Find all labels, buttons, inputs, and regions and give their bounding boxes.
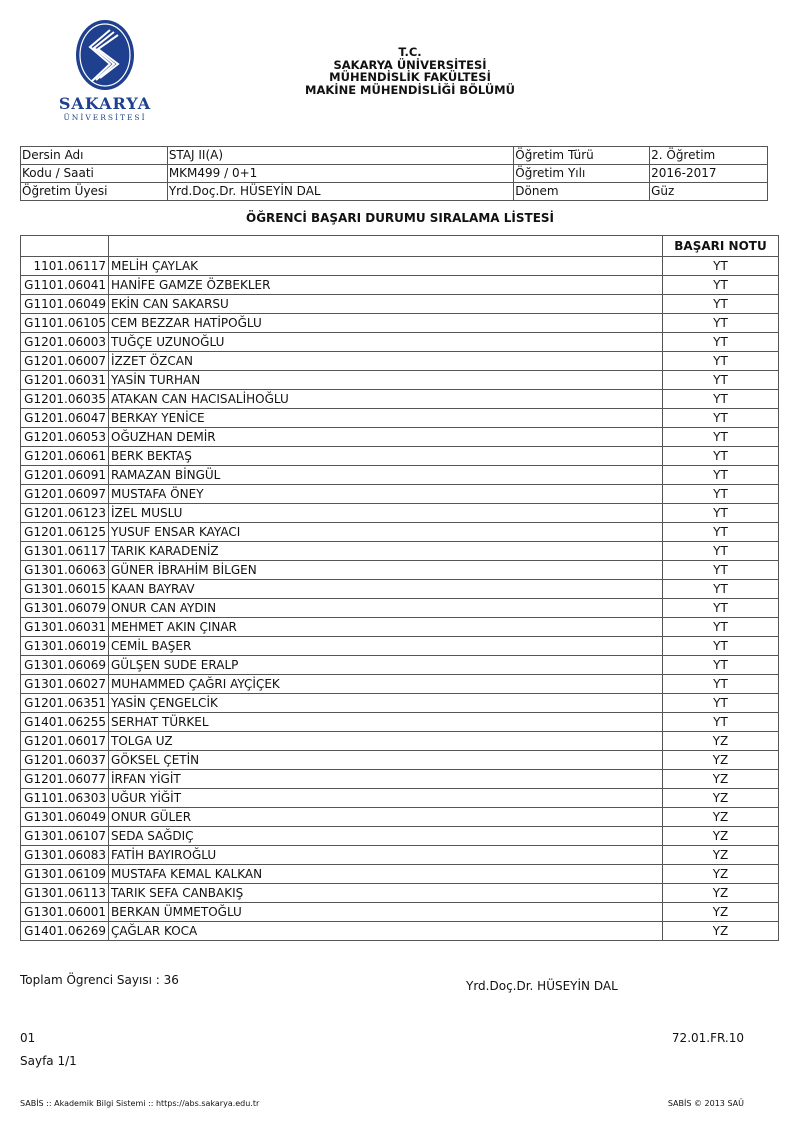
student-name: FATİH BAYIROĞLU [109,846,663,865]
info-label: Öğretim Yılı [514,165,650,183]
student-id: G1101.06041 [21,276,109,295]
table-row [21,523,779,542]
student-id: G1201.06053 [21,428,109,447]
table-row [21,694,779,713]
table-row [21,276,779,295]
student-id: G1201.06047 [21,409,109,428]
info-row [21,183,768,201]
total-students: Toplam Ögrenci Sayısı : 36 [20,973,179,987]
student-id: G1301.06069 [21,656,109,675]
header-line: T.C. [398,45,422,59]
student-id: G1301.06079 [21,599,109,618]
student-name: KAAN BAYRAV [109,580,663,599]
course-info-table [20,146,768,201]
table-row [21,827,779,846]
student-grade: YT [663,409,779,428]
student-grade: YZ [663,789,779,808]
column-header-grade: BAŞARI NOTU [663,236,779,257]
column-header-id [21,236,109,257]
student-name: İRFAN YİGİT [109,770,663,789]
student-grade: YT [663,637,779,656]
student-name: TUĞÇE UZUNOĞLU [109,333,663,352]
table-row [21,295,779,314]
header-line: SAKARYA ÜNİVERSİTESİ [333,57,487,72]
student-id: G1201.06035 [21,390,109,409]
student-grade: YT [663,466,779,485]
table-row [21,257,779,276]
table-row [21,713,779,732]
logo-brand: SAKARYA [58,94,152,113]
student-id: G1201.06017 [21,732,109,751]
student-id: G1401.06255 [21,713,109,732]
info-value: 2016-2017 [650,165,768,183]
student-id: G1201.06097 [21,485,109,504]
student-grade: YT [663,257,779,276]
student-grade: YZ [663,922,779,941]
student-grade: YZ [663,884,779,903]
student-id: G1201.06031 [21,371,109,390]
student-name: GÜLŞEN SUDE ERALP [109,656,663,675]
student-grade: YT [663,561,779,580]
student-name: ONUR GÜLER [109,808,663,827]
student-id: G1201.06123 [21,504,109,523]
student-grade: YZ [663,770,779,789]
student-id: G1201.06061 [21,447,109,466]
student-name: EKİN CAN SAKARSU [109,295,663,314]
student-id: G1201.06037 [21,751,109,770]
list-title: ÖĞRENCİ BAŞARI DURUMU SIRALAMA LİSTESİ [246,211,554,225]
student-grade: YZ [663,865,779,884]
info-value: MKM499 / 0+1 [167,165,513,183]
student-name: İZZET ÖZCAN [109,352,663,371]
student-grade: YT [663,333,779,352]
header-line: MAKİNE MÜHENDİSLİĞİ BÖLÜMÜ [305,82,515,97]
student-name: SEDA SAĞDIÇ [109,827,663,846]
student-grade: YT [663,371,779,390]
student-grade: YT [663,675,779,694]
table-row [21,580,779,599]
info-label: Dersin Adı [21,147,168,165]
student-id: G1301.06063 [21,561,109,580]
table-header-row [21,236,779,257]
copyright-footer: SABİS © 2013 SAÜ [667,1099,744,1108]
info-value: STAJ II(A) [167,147,513,165]
student-grade: YZ [663,732,779,751]
student-id: G1201.06003 [21,333,109,352]
student-grade: YT [663,713,779,732]
student-grade: YT [663,314,779,333]
student-grade: YT [663,295,779,314]
student-name: TARIK KARADENİZ [109,542,663,561]
table-row [21,675,779,694]
student-id: G1301.06107 [21,827,109,846]
student-id: G1301.06019 [21,637,109,656]
table-row [21,390,779,409]
table-row [21,466,779,485]
system-footer: SABİS :: Akademik Bilgi Sistemi :: https://abs.sakarya.edu.tr [20,1099,260,1108]
table-row [21,751,779,770]
student-grade: YT [663,618,779,637]
student-grade: YT [663,580,779,599]
student-grade: YT [663,523,779,542]
student-id: 1101.06117 [21,257,109,276]
info-value: Güz [650,183,768,201]
table-row [21,789,779,808]
student-id: G1201.06007 [21,352,109,371]
student-grade: YT [663,542,779,561]
student-grade: YZ [663,827,779,846]
student-name: MUHAMMED ÇAĞRI AYÇİÇEK [109,675,663,694]
student-id: G1301.06031 [21,618,109,637]
university-logo [55,18,155,122]
student-name: YUSUF ENSAR KAYACI [109,523,663,542]
info-label: Öğretim Türü [514,147,650,165]
student-id: G1101.06303 [21,789,109,808]
student-list-table [20,235,779,941]
student-grade: YZ [663,846,779,865]
student-id: G1301.06015 [21,580,109,599]
student-name: TOLGA UZ [109,732,663,751]
student-grade: YT [663,656,779,675]
table-row [21,884,779,903]
student-id: G1201.06351 [21,694,109,713]
student-id: G1201.06125 [21,523,109,542]
info-row [21,147,768,165]
student-grade: YT [663,504,779,523]
student-name: ONUR CAN AYDIN [109,599,663,618]
student-grade: YT [663,599,779,618]
table-row [21,846,779,865]
student-grade: YT [663,694,779,713]
form-code-left: 01 [20,1031,36,1045]
table-row [21,409,779,428]
table-row [21,599,779,618]
table-row [21,561,779,580]
header-line: MÜHENDİSLİK FAKÜLTESİ [329,70,491,84]
student-name: MEHMET AKIN ÇINAR [109,618,663,637]
student-name: ATAKAN CAN HACISALİHOĞLU [109,390,663,409]
student-grade: YT [663,485,779,504]
student-id: G1401.06269 [21,922,109,941]
student-name: BERKAN ÜMMETOĞLU [109,903,663,922]
student-name: OĞUZHAN DEMİR [109,428,663,447]
student-name: YASİN TURHAN [109,371,663,390]
logo-subtitle: ÜNİVERSİTESİ [63,113,147,122]
page-number: Sayfa 1/1 [20,1054,77,1068]
table-row [21,447,779,466]
table-row [21,504,779,523]
table-row [21,314,779,333]
student-id: G1301.06027 [21,675,109,694]
student-name: TARIK SEFA CANBAKIŞ [109,884,663,903]
student-name: HANİFE GAMZE ÖZBEKLER [109,276,663,295]
student-name: YASİN ÇENGELCİK [109,694,663,713]
student-id: G1301.06109 [21,865,109,884]
table-row [21,637,779,656]
info-value: 2. Öğretim [650,147,768,165]
info-row [21,165,768,183]
student-id: G1301.06001 [21,903,109,922]
student-id: G1101.06049 [21,295,109,314]
student-grade: YT [663,352,779,371]
student-grade: YZ [663,903,779,922]
table-row [21,542,779,561]
student-grade: YZ [663,751,779,770]
sakarya-emblem-icon [74,18,136,92]
table-row [21,485,779,504]
student-grade: YT [663,428,779,447]
table-row [21,770,779,789]
student-name: UĞUR YİĞİT [109,789,663,808]
form-code-right: 72.01.FR.10 [671,1031,744,1045]
student-name: CEMİL BAŞER [109,637,663,656]
student-id: G1201.06077 [21,770,109,789]
table-row [21,808,779,827]
table-row [21,865,779,884]
student-grade: YT [663,447,779,466]
table-row [21,371,779,390]
student-grade: YT [663,390,779,409]
student-name: RAMAZAN BİNGÜL [109,466,663,485]
info-label: Kodu / Saati [21,165,168,183]
table-row [21,333,779,352]
table-row [21,903,779,922]
info-label: Öğretim Üyesi [21,183,168,201]
student-grade: YZ [663,808,779,827]
info-value: Yrd.Doç.Dr. HÜSEYİN DAL [167,183,513,201]
student-id: G1201.06091 [21,466,109,485]
student-name: ÇAĞLAR KOCA [109,922,663,941]
student-name: BERK BEKTAŞ [109,447,663,466]
table-row [21,428,779,447]
signature-name: Yrd.Doç.Dr. HÜSEYİN DAL [466,979,618,993]
table-row [21,656,779,675]
student-id: G1101.06105 [21,314,109,333]
student-id: G1301.06113 [21,884,109,903]
student-name: GÖKSEL ÇETİN [109,751,663,770]
student-id: G1301.06083 [21,846,109,865]
student-name: İZEL MUSLU [109,504,663,523]
table-row [21,922,779,941]
student-name: SERHAT TÜRKEL [109,713,663,732]
table-row [21,352,779,371]
student-id: G1301.06049 [21,808,109,827]
table-row [21,618,779,637]
student-name: MUSTAFA ÖNEY [109,485,663,504]
student-name: MELİH ÇAYLAK [109,257,663,276]
document-header [250,46,570,96]
student-grade: YT [663,276,779,295]
table-row [21,732,779,751]
column-header-name [109,236,663,257]
student-name: BERKAY YENİCE [109,409,663,428]
student-name: CEM BEZZAR HATİPOĞLU [109,314,663,333]
info-label: Dönem [514,183,650,201]
student-name: MUSTAFA KEMAL KALKAN [109,865,663,884]
student-id: G1301.06117 [21,542,109,561]
student-name: GÜNER İBRAHİM BİLGEN [109,561,663,580]
